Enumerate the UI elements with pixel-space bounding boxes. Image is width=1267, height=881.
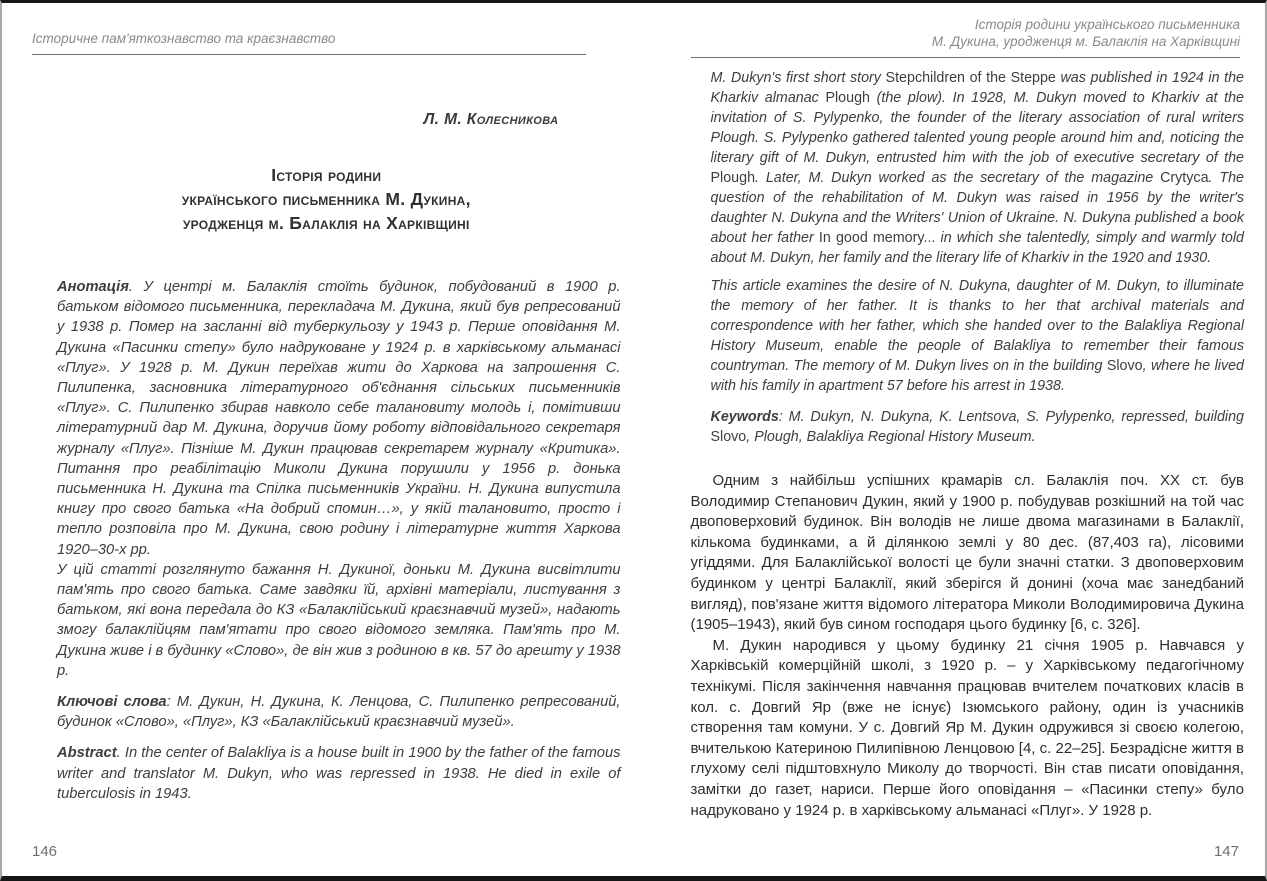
running-head-text: Історичне пам'яткознавство та краєзнавство [32, 31, 336, 46]
running-head-right-line-1: Історія родини українського письменника [974, 17, 1240, 32]
keywords-paragraph-en: Keywords: M. Dukyn, N. Dukyna, K. Lentsova, S. Pylypenko, repressed, building Slovo, Plough, Balakliya Regional History Museum. [710, 409, 1244, 445]
page-number-right: 147 [1213, 843, 1239, 860]
abstract-en-paragraph-1: M. Dukyn's first short story Stepchildren of the Steppe was published in 1924 in the Kharkiv almanac Plough (the plow). In 1928, M. Dukyn moved to Kharkiv at the invitation of S. Pylypenko, the founder of the literary association of rural writers Plough. S. Pylypenko gathered talented young people around him and, noticing the literary gift of M. Dukyn, entrusted him with the job of executive secretary of the Plough. Later, M. Dukyn worked as the secretary of the magazine Crytyca. The question of the rehabilitation of M. Dukyn was raised in 1956 by the writer's daughter N. Dukyna and the Writers' Union of Ukraine. N. Dukyna published a book about her father In good memory... in which she talentedly, simply and warmly told about M. Dukyn, her family and the literary life of Kharkiv in the 1920 and 1930. [710, 70, 1245, 266]
body-paragraph-1: Одним з найбільш успішних крамарів сл. Балаклія поч. ХХ ст. був Володимир Степанович Дукин, який у 1900 р. побудував розкішний на той час двоповерховий будинок. Він володів не лише двома магазинами в Балаклії, кількома будинками, а й ділянкою землі у 80 дес. (87,403 га), лісовими угіддями. Для Балаклійської волості це були значні статки. З двоповерховим будинком у центрі Балаклії, який зберігся й донині (хоча має занедбаний вигляд), пов'язане життя відомого літератора Миколи Володимировича Дукина (1905–1943), який був сином господаря цього будинку [6, с. 326]. [690, 472, 1244, 634]
article-body [691, 471, 1245, 821]
abstract-en-paragraph-2: This article examines the desire of N. Dukyna, daughter of M. Dukyn, to illuminate the memory of her father. It is thanks to her that archival materials and correspondence with her father, which she handed over to the Balakliya Regional History Museum, enable the people of Balakliya to remember their famous countryman. The memory of M. Dukyn lives on in the building Slovo, where he lived with his family in apartment 57 before his arrest in 1938. [710, 278, 1244, 394]
article-title-line-1: Історія родини [271, 165, 382, 185]
page-right [634, 3, 1266, 876]
author-name: Л. М. Колесникова [423, 111, 559, 128]
article-title-line-2: українського письменника М. Дукина, [181, 189, 471, 209]
running-head-left [32, 30, 586, 55]
abstract-en-block [711, 68, 1245, 447]
article-title [32, 163, 621, 235]
annotation-block [57, 277, 621, 804]
annotation-paragraph: Анотація. У центрі м. Балаклія стоїть будинок, побудований в 1900 р. батьком відомого письменника, перекладача М. Дукина, який був репресований у 1938 р. Помер на засланні від туберкульозу у 1943 р. Перше оповідання М. Дукина «Пасинки степу» було надруковане у 1924 р. в харківському альманасі «Плуг». У 1928 р. М. Дукин переїхав жити до Харкова на запрошення С. Пилипенка, засновника літературного об'єднання сільських письменників «Плуг». С. Пилипенко збирав навколо себе талановиту молодь і, помітивши літературний дар М. Дукина, доручив йому роботу відповідального секретаря журналу «Плуг». Пізніше М. Дукин працював секретарем журналу «Критика». Питання про реабілітацію Миколи Дукина порушили у 1956 р. донька письменника Н. Дукина та Спілка письменників України. Н. Дукина випустила книгу про свого батька «На добрий спомин…», у якій талановито, просто і тепло розповіла про М. Дукина, свою родину і літературне життя Харкова 1920–30-х рр. [57, 279, 621, 558]
page-left [2, 3, 634, 876]
running-head-right-line-2: М. Дукина, уродженця м. Балаклія на Харківщині [931, 34, 1240, 49]
keywords-paragraph-uk: Ключові слова: М. Дукин, Н. Дукина, К. Ленцова, С. Пилипенко репресований, будинок «Слово», «Плуг», КЗ «Балаклійський краєзнавчий музей». [57, 694, 621, 731]
article-title-line-3: уродженця м. Балаклія на Харківщині [182, 213, 470, 233]
running-head-right [691, 16, 1241, 58]
abstract-paragraph-en-lead: Abstract. In the center of Balakliya is a house built in 1900 by the father of the famous writer and translator M. Dukyn, who was repressed in 1938. He died in exile of tuberculosis in 1943. [57, 745, 621, 802]
annotation-paragraph-2: У цій статті розглянуто бажання Н. Дукиної, доньки М. Дукина висвітлити пам'ять про свого батька. Саме завдяки їй, архівні матеріали, листування з батьком, які вона передала до КЗ «Балаклійський краєзнавчий музей», надають змогу балаклійцям пам'ятати про свого відомого земляка. Пам'ять про М. Дукина живе і в будинку «Слово», де він жив з родиною в кв. 57 до арешту у 1938 р. [57, 561, 621, 679]
page-number-left: 146 [32, 843, 58, 860]
body-paragraph-2: М. Дукин народився у цьому будинку 21 січня 1905 р. Навчався у Харківській комерційній школі, з 1920 р. – у Харківському педагогічному технікумі. Після закінчення навчання працював вчителем початкових класів в кол. с. Довгий Яр (вже не існує) Ізюмського району, один із учасників створення там комуни. У с. Довгий Яр М. Дукин одружився зі своєю колегою, вчителькою Катериною Пилипівною Ленцовою [4, с. 22–25]. Безрадісне життя в глухому селі підштовхнуло Миколу до творчості. Він став писати оповідання, замітки до газет, нариси. Перше його оповідання – «Пасинки степу» було надруковано у 1924 р. в харківському альманасі «Плуг». У 1928 р. [690, 636, 1244, 819]
